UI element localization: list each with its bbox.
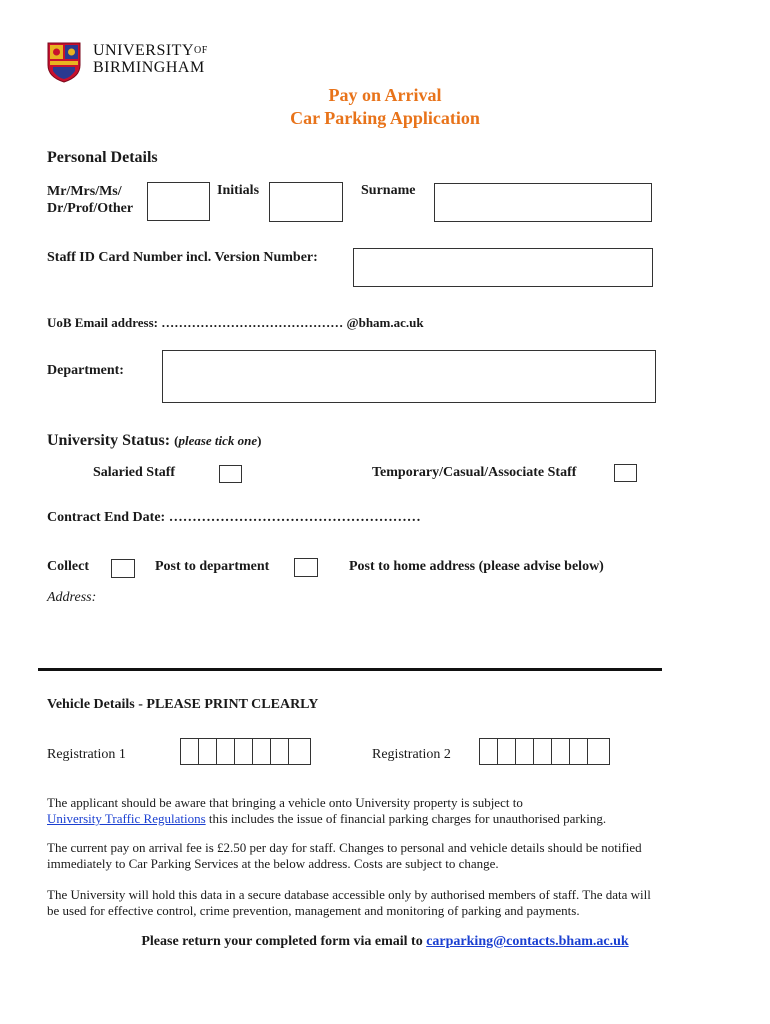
notes-p1-rest: this includes the issue of financial parking charges for unauthorised parking. [205, 811, 607, 826]
status-paren-close: ) [257, 433, 262, 448]
notes-paragraph-1 [47, 795, 737, 827]
registration-2-label: Registration 2 [372, 747, 451, 762]
status-paren-open: ( [174, 433, 179, 448]
registration-1-label: Registration 1 [47, 747, 126, 762]
registration-2-input[interactable] [479, 738, 610, 765]
status-hint: please tick one [178, 433, 258, 448]
carparking-email-link[interactable]: carparking@contacts.bham.ac.uk [426, 934, 629, 949]
form-title: Pay on Arrival [328, 85, 442, 105]
logo-line1: UNIVERSITY [93, 42, 194, 59]
salaried-staff-label: Salaried Staff [93, 465, 176, 480]
department-input[interactable] [162, 350, 656, 403]
post-to-home-label: Post to home address (please advise below) [349, 559, 604, 574]
staff-id-label: Staff ID Card Number incl. Version Number: [47, 250, 318, 265]
collect-label: Collect [47, 559, 89, 574]
title-label-line1: Mr/Mrs/Ms/ [47, 184, 122, 199]
personal-details-heading: Personal Details [47, 149, 158, 166]
logo-line1-suffix: OF [194, 45, 208, 56]
notes-p3-line2: be used for effective control, crime prevention, management and monitoring of parking and payments. [47, 903, 580, 918]
registration-1-input[interactable] [180, 738, 311, 765]
notes-p2-line2: immediately to Car Parking Services at the below address. Costs are subject to change. [47, 856, 499, 871]
logo-text [93, 42, 208, 76]
temporary-staff-checkbox[interactable] [614, 464, 637, 482]
notes-paragraph-2 [47, 840, 747, 872]
notes-p1-line1: The applicant should be aware that bringing a vehicle onto University property is subject to [47, 795, 523, 810]
surname-label: Surname [361, 183, 416, 198]
initials-label: Initials [217, 183, 260, 198]
post-to-department-checkbox[interactable] [294, 558, 318, 577]
notes-paragraph-3 [47, 887, 747, 919]
title-label-line2: Dr/Prof/Other [47, 201, 134, 216]
traffic-regulations-link[interactable]: University Traffic Regulations [47, 811, 206, 826]
address-label: Address: [47, 590, 97, 605]
contract-end-date-label: Contract End Date: ……………………………………………… [47, 510, 421, 525]
staff-id-input[interactable] [353, 248, 653, 287]
department-label: Department: [47, 363, 124, 378]
salaried-staff-checkbox[interactable] [219, 465, 242, 483]
surname-input[interactable] [434, 183, 652, 222]
post-to-department-label: Post to department [155, 559, 270, 574]
return-text: Please return your completed form via email to [141, 934, 427, 949]
title-label [47, 183, 133, 217]
university-status-row [47, 432, 262, 450]
vehicle-details-heading: Vehicle Details - PLEASE PRINT CLEARLY [47, 697, 319, 712]
university-status-heading: University Status: [47, 432, 171, 449]
notes-p2-line1: The current pay on arrival fee is £2.50 per day for staff. Changes to personal and vehicle details should be notified [47, 840, 642, 855]
temporary-staff-label: Temporary/Casual/Associate Staff [372, 465, 577, 480]
collect-checkbox[interactable] [111, 559, 135, 578]
crest-icon [46, 41, 82, 83]
notes-p3-line1: The University will hold this data in a secure database accessible only by authorised members of staff. The data will [47, 887, 651, 902]
title-input[interactable] [147, 182, 210, 221]
university-logo [46, 41, 226, 85]
form-subtitle: Car Parking Application [290, 108, 480, 128]
logo-line2: BIRMINGHAM [93, 59, 205, 76]
email-label: UoB Email address: …………………………………… @bham.ac.uk [47, 315, 424, 330]
return-instructions [0, 934, 770, 950]
initials-input[interactable] [269, 182, 343, 222]
section-divider [38, 668, 662, 671]
